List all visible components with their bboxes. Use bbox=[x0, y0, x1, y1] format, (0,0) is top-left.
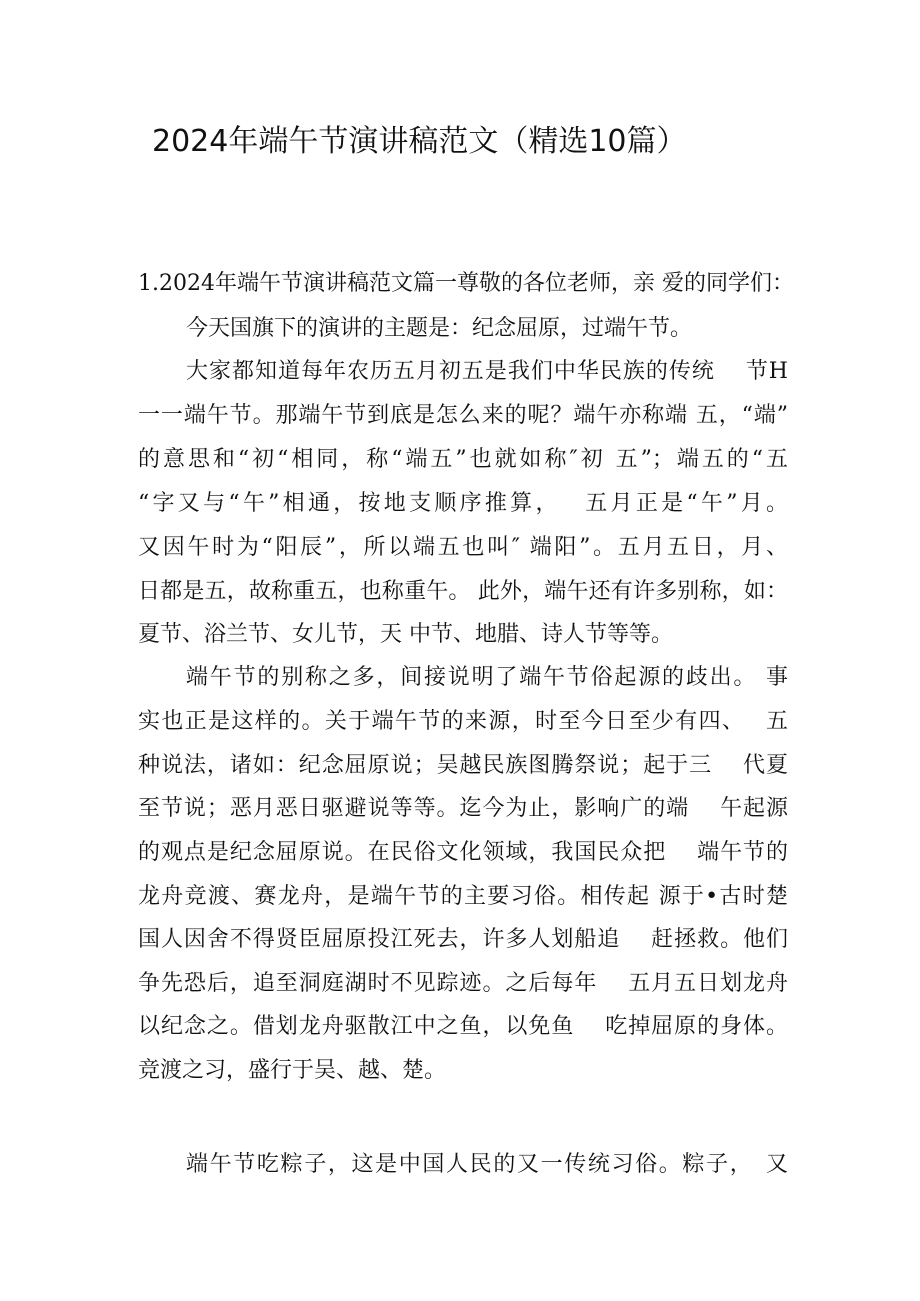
text-line: 又因午时为“阳辰”，所以端五也叫″ 端阳”。五月五日，月、 bbox=[138, 535, 788, 560]
text-line: 1.2024年端午节演讲稿范文篇一尊敬的各位老师，亲 爱的同学们： bbox=[138, 271, 794, 296]
text-line: 种说法，诸如：纪念屈原说；吴越民族图腾祭说；起于三 代夏 bbox=[138, 753, 788, 778]
text-line: 国人因舍不得贤臣屈原投江死去，许多人划船追 赶拯救。他们 bbox=[138, 927, 788, 952]
text-line: 竞渡之习，盛行于吴、越、楚。 bbox=[138, 1058, 447, 1083]
text-line: “字又与“午”相通，按地支顺序推算， 五月正是“午”月。 bbox=[138, 491, 788, 516]
text-line: 以纪念之。借划龙舟驱散江中之鱼，以免鱼 吃掉屈原的身体。 bbox=[138, 1014, 788, 1039]
text-line: 争先恐后，追至洞庭湖时不见踪迹。之后每年 五月五日划龙舟 bbox=[138, 971, 788, 996]
text-line: 的意思和“初“相同，称“端五”也就如称″初 五”；端五的“五 bbox=[138, 447, 788, 472]
text-line: 实也正是这样的。关于端午节的来源，时至今日至少有四、 五 bbox=[138, 709, 788, 734]
text-line: 至节说；恶月恶日驱避说等等。迄今为止，影响广的端 午起源 bbox=[138, 796, 788, 821]
text-line: 龙舟竞渡、赛龙舟，是端午节的主要习俗。相传起 源于•古时楚 bbox=[138, 884, 788, 909]
text-line: 日都是五，故称重五，也称重午。 此外，端午还有许多别称，如： bbox=[138, 579, 788, 604]
text-line: 端午节的别称之多，间接说明了端午节俗起源的歧出。 事 bbox=[186, 665, 788, 690]
text-line: 大家都知道每年农历五月初五是我们中华民族的传统 节H bbox=[186, 359, 788, 384]
text-line: 端午节吃粽子，这是中国人民的又一传统习俗。粽子， 又 bbox=[186, 1152, 788, 1177]
text-line: 今天国旗下的演讲的主题是：纪念屈原，过端午节。 bbox=[186, 316, 693, 341]
document-title: 2024年端午节演讲稿范文（精选10篇） bbox=[152, 124, 687, 159]
text-line: 夏节、浴兰节、女儿节，天 中节、地腊、诗人节等等。 bbox=[138, 622, 673, 647]
text-line: 的观点是纪念屈原说。在民俗文化领域，我国民众把 端午节的 bbox=[138, 840, 788, 865]
text-line: 一一端午节。那端午节到底是怎么来的呢？端午亦称端 五，“端” bbox=[138, 403, 788, 428]
